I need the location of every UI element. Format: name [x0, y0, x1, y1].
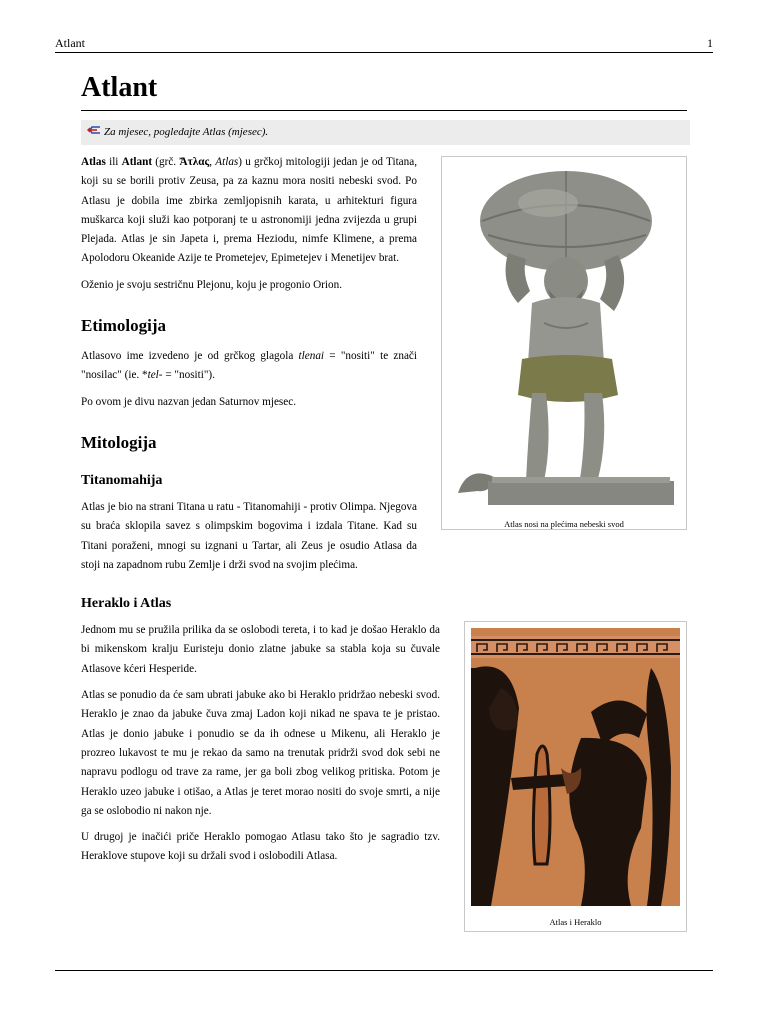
- page-title: Atlant: [81, 72, 158, 103]
- intro-paragraph: Atlas ili Atlant (grč. Ἄτλας, Atlas) u grčkoj mitologiji jedan je od Titana, koji su se borili protiv Zeusa, pa za kaznu mora nositi nebeski svod. Po Atlasu je dobila ime zbirka zemljopisnih karata, u arhitekturi figura muškarca koji služi kao potporanj te u astronomiji jedna zvijezda u grupi Plejada. Atlas je sin Japeta i, prema Heziodu, nimfe Klimene, a prema Apolodoru Okeanide Azije te Prometejev, Epimetejev i Menetijev brat.: [81, 156, 418, 265]
- hatnote: [81, 120, 690, 145]
- section-heading-etimologija: Etimologija: [81, 316, 166, 336]
- figure-caption: Atlas i Heraklo: [549, 917, 602, 928]
- figure-atlas-heraklo: [464, 621, 687, 932]
- heraklo-paragraph-1: Jednom mu se pružila prilika da se oslobodi tereta, i to kad je došao Heraklo da bi mikenskom kralju Euristeju donio zlatne jabuke sa stabla koja su čuvale Atlasove kćeri Hesperide.: [81, 624, 440, 675]
- figure-caption: Atlas nosi na plećima nebeski svod: [504, 519, 624, 530]
- hatnote-link[interactable]: Za mjesec, pogledajte Atlas (mjesec).: [104, 126, 269, 139]
- figure-atlas-statue: [441, 156, 687, 530]
- subsection-heading-heraklo: Heraklo i Atlas: [81, 596, 172, 612]
- running-head-title: Atlant: [55, 36, 85, 50]
- title-rule: [81, 110, 687, 111]
- footer-rule: [55, 970, 713, 971]
- heraklo-paragraph-2: Atlas se ponudio da će sam ubrati jabuke ako bi Heraklo pridržao nebeski svod. Heraklo je znao da jabuke čuva zmaj Ladon koji nikad ne spava te je pristao. Atlas je donio jabuke i ponudio se da ih odnese u Mikenu, ali Heraklo je prozreo lukavost te mu je rekao da samo na trenutak pridrži svod dok sebi ne napravu podlogu od trave za rame, jer ga boli zbog velikog pritiska. Potom je Heraklo uzeo jabuke i otišao, a Atlas je teret morao nositi do svoje smrti, a nije ga se oslobodio ni nakon nje.: [81, 689, 440, 817]
- titanomahija-paragraph: Atlas je bio na strani Titana u ratu - Titanomahiji - protiv Olimpa. Njegova su braća sklopila savez s olimpskim bogovima i izdala Titane. Kad su Titani poraženi, mnogi su izgnani u Tartar, ali Zeus je osudio Atlasa da stoji na zapadnom rubu Zemlje i drži svod na svojim plećima.: [81, 500, 417, 571]
- vase-painting-image: [471, 628, 680, 906]
- intro-paragraph-2: Oženio je svoju sestričnu Plejonu, koju je progonio Orion.: [81, 278, 343, 291]
- etimologija-paragraph: Atlasovo ime izvedeno je od grčkog glagola tlenai = "nositi" te znači "nosilac" (ie. *tel- = "nositi").: [81, 350, 418, 382]
- running-header: [55, 36, 713, 52]
- etimologija-paragraph-2: Po ovom je divu nazvan jedan Saturnov mjesec.: [81, 395, 296, 408]
- subsection-heading-titanomahija: Titanomahija: [81, 472, 163, 488]
- header-rule: [55, 52, 713, 53]
- article-body: [81, 153, 687, 940]
- disambiguation-arrows-icon: [87, 120, 101, 145]
- heraklo-paragraph-3: U drugoj je inačići priče Heraklo pomogao Atlasu tako što je sagradio tzv. Heraklove stupove koji su držali svod i oslobodili Atlasa.: [81, 831, 440, 863]
- page-number: 1: [707, 36, 713, 50]
- section-heading-mitologija: Mitologija: [81, 432, 157, 452]
- atlas-statue-image: [448, 163, 680, 508]
